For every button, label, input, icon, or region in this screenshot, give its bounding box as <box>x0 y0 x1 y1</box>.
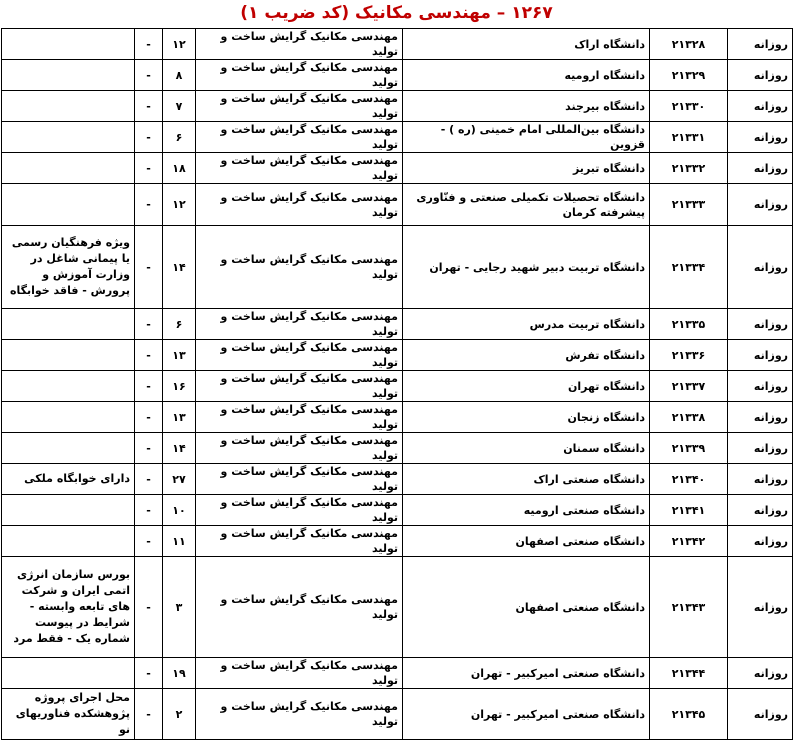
study-mode-cell: روزانه <box>728 184 793 226</box>
program-code-cell: ۲۱۳۴۵ <box>650 689 728 740</box>
note-cell <box>2 29 135 60</box>
extra-capacity-cell: - <box>135 226 163 309</box>
capacity-cell: ۲ <box>163 689 196 740</box>
program-code-cell: ۲۱۳۳۳ <box>650 184 728 226</box>
field-cell: مهندسی مکانیک گرایش ساخت و تولید <box>196 689 403 740</box>
note-cell <box>2 184 135 226</box>
program-code-cell: ۲۱۳۳۴ <box>650 226 728 309</box>
study-mode-cell: روزانه <box>728 526 793 557</box>
field-cell: مهندسی مکانیک گرایش ساخت و تولید <box>196 29 403 60</box>
university-cell: دانشگاه تربیت مدرس <box>403 309 650 340</box>
extra-capacity-cell: - <box>135 402 163 433</box>
university-cell: دانشگاه صنعتی امیرکبیر - تهران <box>403 689 650 740</box>
field-cell: مهندسی مکانیک گرایش ساخت و تولید <box>196 402 403 433</box>
extra-capacity-cell: - <box>135 495 163 526</box>
capacity-cell: ۶ <box>163 309 196 340</box>
university-cell: دانشگاه بیرجند <box>403 91 650 122</box>
field-cell: مهندسی مکانیک گرایش ساخت و تولید <box>196 91 403 122</box>
table-row <box>2 184 793 226</box>
capacity-cell: ۲۷ <box>163 464 196 495</box>
program-code-cell: ۲۱۳۴۰ <box>650 464 728 495</box>
university-cell: دانشگاه بین‌المللی امام خمینی (ره ) - قزوین <box>403 122 650 153</box>
note-cell <box>2 495 135 526</box>
note-cell <box>2 91 135 122</box>
program-code-cell: ۲۱۳۲۸ <box>650 29 728 60</box>
table-row <box>2 29 793 60</box>
field-cell: مهندسی مکانیک گرایش ساخت و تولید <box>196 371 403 402</box>
note-cell <box>2 340 135 371</box>
note-cell <box>2 371 135 402</box>
university-cell: دانشگاه زنجان <box>403 402 650 433</box>
study-mode-cell: روزانه <box>728 226 793 309</box>
extra-capacity-cell: - <box>135 91 163 122</box>
table-row <box>2 433 793 464</box>
note-cell: محل اجرای پروژه پژوهشکده فناوریهای نو <box>2 689 135 740</box>
field-cell: مهندسی مکانیک گرایش ساخت و تولید <box>196 495 403 526</box>
study-mode-cell: روزانه <box>728 91 793 122</box>
capacity-cell: ۱۰ <box>163 495 196 526</box>
field-cell: مهندسی مکانیک گرایش ساخت و تولید <box>196 557 403 658</box>
capacity-cell: ۷ <box>163 91 196 122</box>
field-cell: مهندسی مکانیک گرایش ساخت و تولید <box>196 184 403 226</box>
capacity-cell: ۳ <box>163 557 196 658</box>
university-cell: دانشگاه صنعتی ارومیه <box>403 495 650 526</box>
note-cell <box>2 122 135 153</box>
note-cell <box>2 153 135 184</box>
program-code-cell: ۲۱۳۳۱ <box>650 122 728 153</box>
university-cell: دانشگاه صنعتی اراک <box>403 464 650 495</box>
university-cell: دانشگاه صنعتی اصفهان <box>403 526 650 557</box>
program-code-cell: ۲۱۳۳۷ <box>650 371 728 402</box>
capacity-cell: ۱۲ <box>163 29 196 60</box>
study-mode-cell: روزانه <box>728 371 793 402</box>
capacity-cell: ۸ <box>163 60 196 91</box>
table-row <box>2 122 793 153</box>
field-cell: مهندسی مکانیک گرایش ساخت و تولید <box>196 226 403 309</box>
capacity-cell: ۶ <box>163 122 196 153</box>
university-cell: دانشگاه اراک <box>403 29 650 60</box>
program-code-cell: ۲۱۳۳۵ <box>650 309 728 340</box>
note-cell <box>2 658 135 689</box>
page-title: ۱۲۶۷ – مهندسی مکانیک (کد ضریب ۱) <box>240 3 553 23</box>
study-mode-cell: روزانه <box>728 557 793 658</box>
extra-capacity-cell: - <box>135 340 163 371</box>
extra-capacity-cell: - <box>135 309 163 340</box>
field-cell: مهندسی مکانیک گرایش ساخت و تولید <box>196 153 403 184</box>
note-cell <box>2 60 135 91</box>
program-code-cell: ۲۱۳۳۶ <box>650 340 728 371</box>
capacity-cell: ۱۹ <box>163 658 196 689</box>
study-mode-cell: روزانه <box>728 29 793 60</box>
university-cell: دانشگاه تربیت دبیر شهید رجایی - تهران <box>403 226 650 309</box>
table-row <box>2 340 793 371</box>
extra-capacity-cell: - <box>135 153 163 184</box>
program-code-cell: ۲۱۳۳۰ <box>650 91 728 122</box>
university-cell: دانشگاه صنعتی اصفهان <box>403 557 650 658</box>
extra-capacity-cell: - <box>135 60 163 91</box>
table-row <box>2 402 793 433</box>
extra-capacity-cell: - <box>135 526 163 557</box>
capacity-cell: ۱۳ <box>163 340 196 371</box>
table-row <box>2 557 793 658</box>
capacity-cell: ۱۴ <box>163 433 196 464</box>
extra-capacity-cell: - <box>135 464 163 495</box>
study-mode-cell: روزانه <box>728 309 793 340</box>
program-code-cell: ۲۱۳۴۲ <box>650 526 728 557</box>
field-cell: مهندسی مکانیک گرایش ساخت و تولید <box>196 433 403 464</box>
capacity-cell: ۱۳ <box>163 402 196 433</box>
note-cell: دارای خوابگاه ملکی <box>2 464 135 495</box>
extra-capacity-cell: - <box>135 689 163 740</box>
study-mode-cell: روزانه <box>728 689 793 740</box>
table-row <box>2 371 793 402</box>
study-mode-cell: روزانه <box>728 60 793 91</box>
study-mode-cell: روزانه <box>728 122 793 153</box>
capacity-cell: ۱۸ <box>163 153 196 184</box>
study-mode-cell: روزانه <box>728 658 793 689</box>
table-row <box>2 226 793 309</box>
study-mode-cell: روزانه <box>728 495 793 526</box>
program-code-cell: ۲۱۳۴۴ <box>650 658 728 689</box>
program-code-cell: ۲۱۳۴۳ <box>650 557 728 658</box>
table-row <box>2 91 793 122</box>
note-cell <box>2 309 135 340</box>
capacity-cell: ۱۱ <box>163 526 196 557</box>
field-cell: مهندسی مکانیک گرایش ساخت و تولید <box>196 526 403 557</box>
table-row <box>2 60 793 91</box>
field-cell: مهندسی مکانیک گرایش ساخت و تولید <box>196 309 403 340</box>
capacity-cell: ۱۴ <box>163 226 196 309</box>
note-cell <box>2 402 135 433</box>
capacity-cell: ۱۶ <box>163 371 196 402</box>
field-cell: مهندسی مکانیک گرایش ساخت و تولید <box>196 464 403 495</box>
table-row <box>2 658 793 689</box>
university-cell: دانشگاه تبریز <box>403 153 650 184</box>
note-cell: بورس سازمان انرژی اتمی ایران و شرکت های تابعه وابسته - شرایط در پیوست شماره یک - فقط مرد <box>2 557 135 658</box>
program-code-cell: ۲۱۳۴۱ <box>650 495 728 526</box>
extra-capacity-cell: - <box>135 29 163 60</box>
capacity-cell: ۱۲ <box>163 184 196 226</box>
program-table-body <box>2 29 793 740</box>
program-table <box>1 28 793 740</box>
field-cell: مهندسی مکانیک گرایش ساخت و تولید <box>196 122 403 153</box>
extra-capacity-cell: - <box>135 184 163 226</box>
note-cell <box>2 433 135 464</box>
extra-capacity-cell: - <box>135 433 163 464</box>
table-row <box>2 495 793 526</box>
table-row <box>2 153 793 184</box>
program-code-cell: ۲۱۳۲۹ <box>650 60 728 91</box>
program-code-cell: ۲۱۳۳۲ <box>650 153 728 184</box>
university-cell: دانشگاه تحصیلات تکمیلی صنعتی و فنّاوری پیشرفته کرمان <box>403 184 650 226</box>
program-code-cell: ۲۱۳۳۸ <box>650 402 728 433</box>
university-cell: دانشگاه صنعتی امیرکبیر - تهران <box>403 658 650 689</box>
note-cell <box>2 526 135 557</box>
extra-capacity-cell: - <box>135 658 163 689</box>
university-cell: دانشگاه تهران <box>403 371 650 402</box>
university-cell: دانشگاه تفرش <box>403 340 650 371</box>
field-cell: مهندسی مکانیک گرایش ساخت و تولید <box>196 340 403 371</box>
university-cell: دانشگاه سمنان <box>403 433 650 464</box>
table-row <box>2 309 793 340</box>
study-mode-cell: روزانه <box>728 340 793 371</box>
study-mode-cell: روزانه <box>728 402 793 433</box>
extra-capacity-cell: - <box>135 371 163 402</box>
extra-capacity-cell: - <box>135 557 163 658</box>
field-cell: مهندسی مکانیک گرایش ساخت و تولید <box>196 658 403 689</box>
study-mode-cell: روزانه <box>728 464 793 495</box>
table-row <box>2 689 793 740</box>
program-code-cell: ۲۱۳۳۹ <box>650 433 728 464</box>
note-cell: ویژه فرهنگیان رسمی یا پیمانی شاغل در وزارت آموزش و پرورش - فاقد خوابگاه <box>2 226 135 309</box>
study-mode-cell: روزانه <box>728 433 793 464</box>
university-cell: دانشگاه ارومیه <box>403 60 650 91</box>
table-row <box>2 526 793 557</box>
table-row <box>2 464 793 495</box>
field-cell: مهندسی مکانیک گرایش ساخت و تولید <box>196 60 403 91</box>
extra-capacity-cell: - <box>135 122 163 153</box>
study-mode-cell: روزانه <box>728 153 793 184</box>
